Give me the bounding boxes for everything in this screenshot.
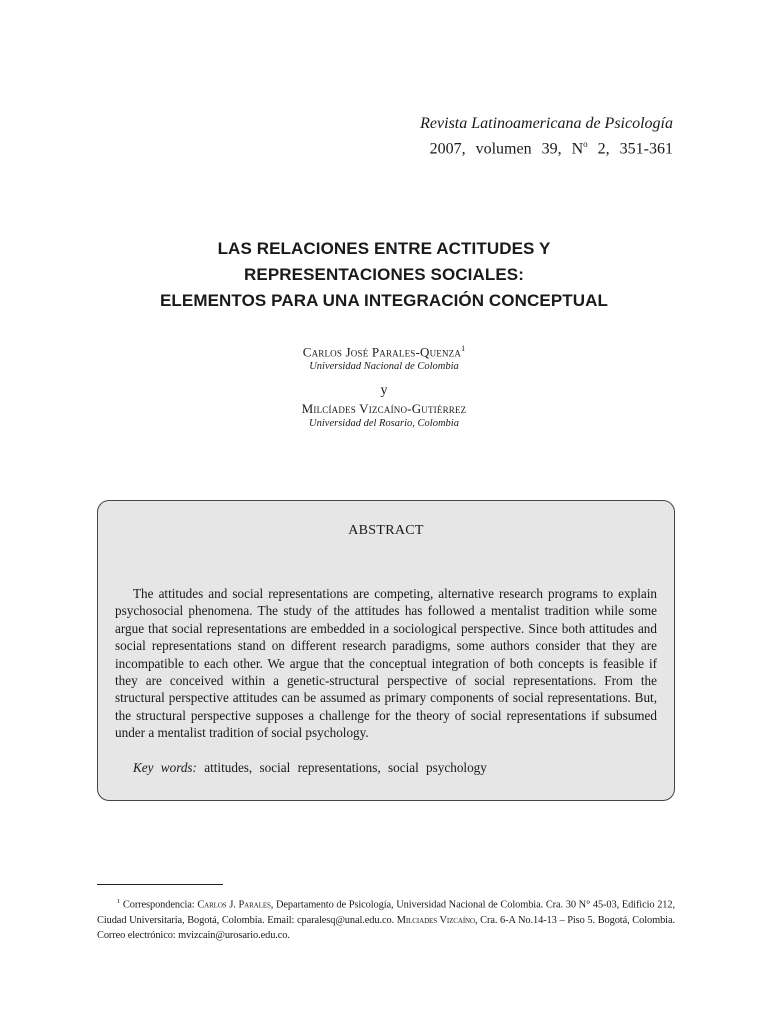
author-1: [0, 344, 768, 360]
footnote-text-3: , Cra. 6-A No.14-13 – Piso 5. Bogotá, Colombia. Correo electrónico: mvizcain@urosario.edu.co.: [97, 914, 675, 942]
footnote-text-1: Correspondencia:: [122, 899, 198, 911]
keywords-list: attitudes, social representations, social psychology: [204, 760, 487, 775]
title-line-3: ELEMENTOS PARA UNA INTEGRACIÓN CONCEPTUAL: [159, 291, 608, 310]
journal-name: Revista Latinoamericana de Psicología: [420, 115, 673, 132]
author-1-footnote-marker: 1: [461, 344, 466, 353]
journal-pages: 351-361: [619, 140, 673, 158]
author-2-name: Milcíades Vizcaíno-Gutiérrez: [301, 401, 467, 417]
journal-header: [420, 113, 673, 159]
footnote-marker: 1: [117, 898, 121, 905]
author-conjunction: y: [380, 383, 388, 399]
title-line-1: LAS RELACIONES ENTRE ACTITUDES Y: [217, 239, 551, 258]
footnote-text-2: , Departamento de Psicología, Universidad Nacional de Colombia. Cra. 30 N° 45-03, Edificio 212, Ciudad Universitaria, Bogotá, Colombia. Email: cparalesq@unal.edu.co.: [97, 899, 676, 926]
journal-year-volume: 2007, volumen 39,: [429, 140, 562, 158]
keywords: [133, 760, 487, 776]
footnote: [97, 894, 675, 944]
article-title: [0, 236, 768, 314]
abstract-heading: ABSTRACT: [348, 523, 424, 538]
author-2: [0, 401, 768, 417]
footnote-name-2: Milciades Vizcaíno: [396, 914, 475, 926]
abstract-box: [97, 500, 675, 801]
author-1-name: Carlos José Parales-Quenza: [302, 344, 462, 360]
journal-number: 2,: [597, 140, 610, 158]
journal-number-label: N: [571, 140, 584, 158]
keywords-label: Key words:: [133, 760, 197, 775]
title-line-2: REPRESENTACIONES SOCIALES:: [244, 265, 524, 284]
authors-block: [0, 344, 768, 431]
author-1-affiliation: Universidad Nacional de Colombia: [309, 361, 459, 373]
journal-issue: [420, 134, 673, 159]
journal-number-superscript: o: [583, 139, 588, 149]
abstract-body: The attitudes and social representations are competing, alternative research programs to explain psychosocial phenomena. The study of the attitudes has followed a mentalist tradition while some argue that social representations are embedded in a sociological perspective. Since both attitudes and social representations stand on different research paradigms, some authors consider that they are incompatible to each other. We argue that the conceptual integration of both concepts is feasible if they are conceived within a genetic-structural perspective of social representations. From the structural perspective attitudes can be assumed as primary components of social representations. But, the structural perspective supposes a challenge for the theory of social representations if subsumed under a mentalist tradition of social psychology.: [115, 586, 657, 741]
footnote-name-1: Carlos J. Parales: [197, 899, 271, 911]
author-2-affiliation: Universidad del Rosario, Colombia: [309, 418, 459, 430]
footnote-divider: [97, 884, 223, 885]
